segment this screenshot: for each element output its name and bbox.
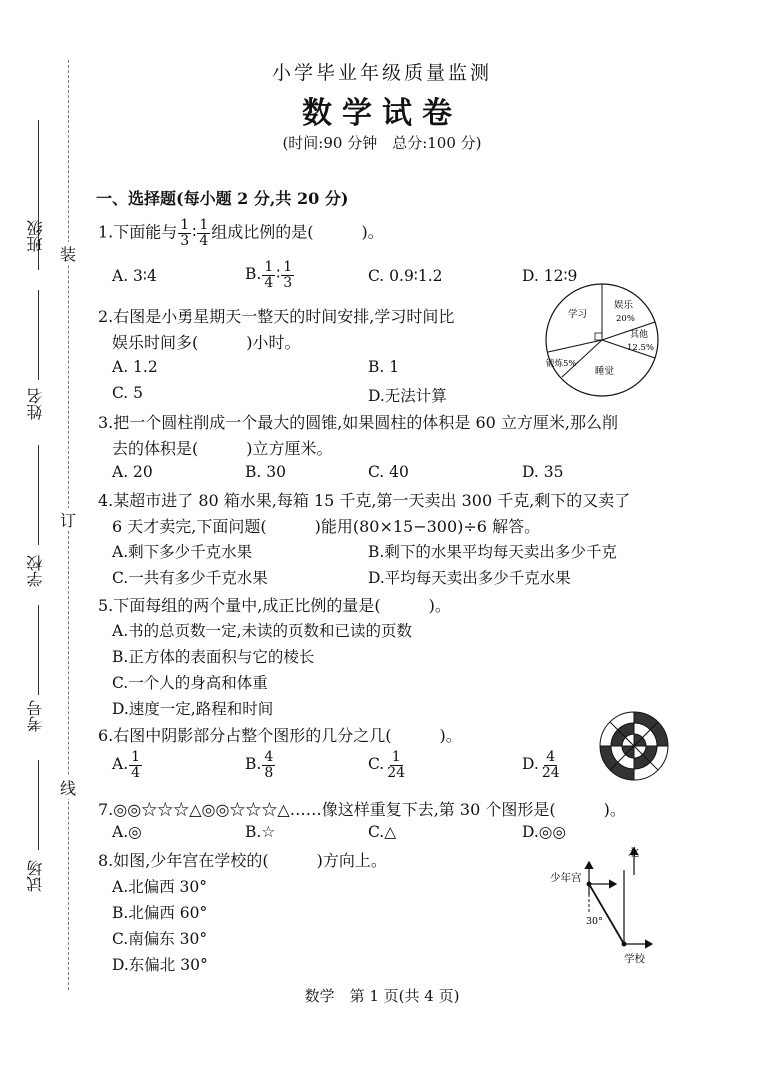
question-5: 5.下面每组的两个量中,成正比例的量是( )。 — [98, 596, 451, 615]
q3-option-d: D. 35 — [522, 463, 564, 481]
exam-room-field-line — [38, 760, 39, 850]
q5-option-d: D.速度一定,路程和时间 — [112, 700, 274, 718]
name-field-line — [38, 290, 39, 380]
q6-option-d: D. $\frac{4}{24}$ — [522, 749, 560, 781]
exam-info: (时间:90 分钟 总分:100 分) — [282, 134, 482, 152]
section-title: 一、选择题(每小题 2 分,共 20 分) — [96, 189, 349, 208]
question-4-line1: 4.某超市进了 80 箱水果,每箱 15 千克,第一天卖出 300 千克,剩下的又卖了 — [98, 491, 631, 510]
direction-map — [546, 840, 666, 970]
q6-option-c: C. $\frac{1}{24}$ — [368, 749, 406, 781]
q4-option-d: D.平均每天卖出多少千克水果 — [368, 569, 571, 587]
shaded-rings-figure — [598, 710, 670, 782]
q2-option-d: D.无法计算 — [368, 387, 447, 405]
binding-char-ding: 订 — [60, 508, 76, 531]
question-8: 8.如图,少年宫在学校的( )方向上。 — [98, 851, 387, 870]
time-pie-chart — [540, 282, 664, 400]
exam-no-label: 考号 — [26, 700, 45, 732]
q7-option-a: A.◎ — [112, 823, 142, 841]
pie-label-study: 学习 — [568, 309, 588, 320]
q7-option-b: B.☆ — [245, 823, 276, 841]
question-4-line2: 6 天才卖完,下面问题( )能用(80×15−300)÷6 解答。 — [112, 517, 541, 536]
exam-no-field-line — [38, 605, 39, 695]
page-footer: 数学 第 1 页(共 4 页) — [304, 987, 460, 1005]
question-1: 1.下面能与 $\frac{1}{3}$ ∶ $\frac{1}{4}$ 组成比例的是( )。 — [98, 217, 384, 249]
q1-option-c: C. 0.9∶1.2 — [368, 267, 443, 285]
q5-option-c: C.一个人的身高和体重 — [112, 674, 268, 692]
question-7: 7.◎◎☆☆☆△◎◎☆☆☆△……像这样重复下去,第 30 个图形是( )。 — [98, 800, 626, 819]
q4-option-c: C.一共有多少千克水果 — [112, 569, 268, 587]
question-6: 6.右图中阴影部分占整个图形的几分之几( )。 — [98, 726, 462, 745]
question-3-line2: 去的体积是( )立方厘米。 — [112, 439, 333, 458]
q8-option-d: D.东偏北 30° — [112, 956, 208, 974]
q5-option-b: B.正方体的表面积与它的棱长 — [112, 648, 315, 666]
q2-option-a: A. 1.2 — [112, 358, 158, 376]
question-2-line1: 2.右图是小勇星期天一整天的时间安排,学习时间比 — [98, 307, 455, 326]
binding-char-zhuang: 装 — [60, 242, 76, 265]
pie-label-other-pct: 12.5% — [627, 343, 655, 353]
map-north-label: 北 — [628, 846, 639, 859]
q2-option-b: B. 1 — [368, 358, 400, 376]
q1-option-b: B. $\frac{1}{4}$ ∶ $\frac{1}{3}$ — [245, 259, 293, 291]
page-title: 数学试卷 — [302, 96, 462, 131]
pie-label-fun-pct: 20% — [616, 314, 635, 324]
q5-option-a: A.书的总页数一定,未读的页数和已读的页数 — [112, 622, 413, 640]
q6-option-b: B. $\frac{4}{8}$ — [245, 749, 274, 781]
name-label: 姓名 — [26, 388, 45, 420]
q4-option-b: B.剩下的水果平均每天卖出多少千克 — [368, 543, 617, 561]
school-field-line — [38, 445, 39, 545]
class-label: 班级 — [26, 220, 45, 252]
q3-option-c: C. 40 — [368, 463, 409, 481]
map-angle-label: 30° — [586, 916, 603, 927]
q3-option-b: B. 30 — [245, 463, 286, 481]
q7-option-c: C.△ — [368, 823, 397, 841]
q8-option-c: C.南偏东 30° — [112, 930, 208, 948]
pie-label-sleep: 睡觉 — [595, 366, 615, 377]
pie-label-exercise: 锻炼5% — [546, 359, 577, 369]
school-label: 学校 — [26, 555, 45, 587]
q4-option-a: A.剩下多少千克水果 — [112, 543, 253, 561]
pie-label-fun: 娱乐 — [614, 300, 634, 311]
q1-option-d: D. 12∶9 — [522, 267, 578, 285]
question-3-line1: 3.把一个圆柱削成一个最大的圆锥,如果圆柱的体积是 60 立方厘米,那么削 — [98, 413, 618, 432]
question-2-line2: 娱乐时间多( )小时。 — [112, 333, 301, 352]
q8-option-a: A.北偏西 30° — [112, 878, 208, 896]
exam-subtitle: 小学毕业年级质量监测 — [271, 62, 492, 84]
q1-option-a: A. 3∶4 — [112, 267, 157, 285]
q3-option-a: A. 20 — [112, 463, 153, 481]
q6-option-a: A. $\frac{1}{4}$ — [112, 749, 141, 781]
pie-label-other: 其他 — [630, 330, 649, 340]
q7-option-d: D.◎◎ — [522, 823, 566, 841]
map-school-label: 学校 — [624, 953, 645, 965]
exam-room-label: 试场 — [26, 860, 45, 892]
binding-char-xian: 线 — [60, 776, 76, 799]
q8-option-b: B.北偏西 60° — [112, 904, 208, 922]
q2-option-c: C. 5 — [112, 384, 144, 402]
map-palace-label: 少年宫 — [550, 872, 582, 884]
